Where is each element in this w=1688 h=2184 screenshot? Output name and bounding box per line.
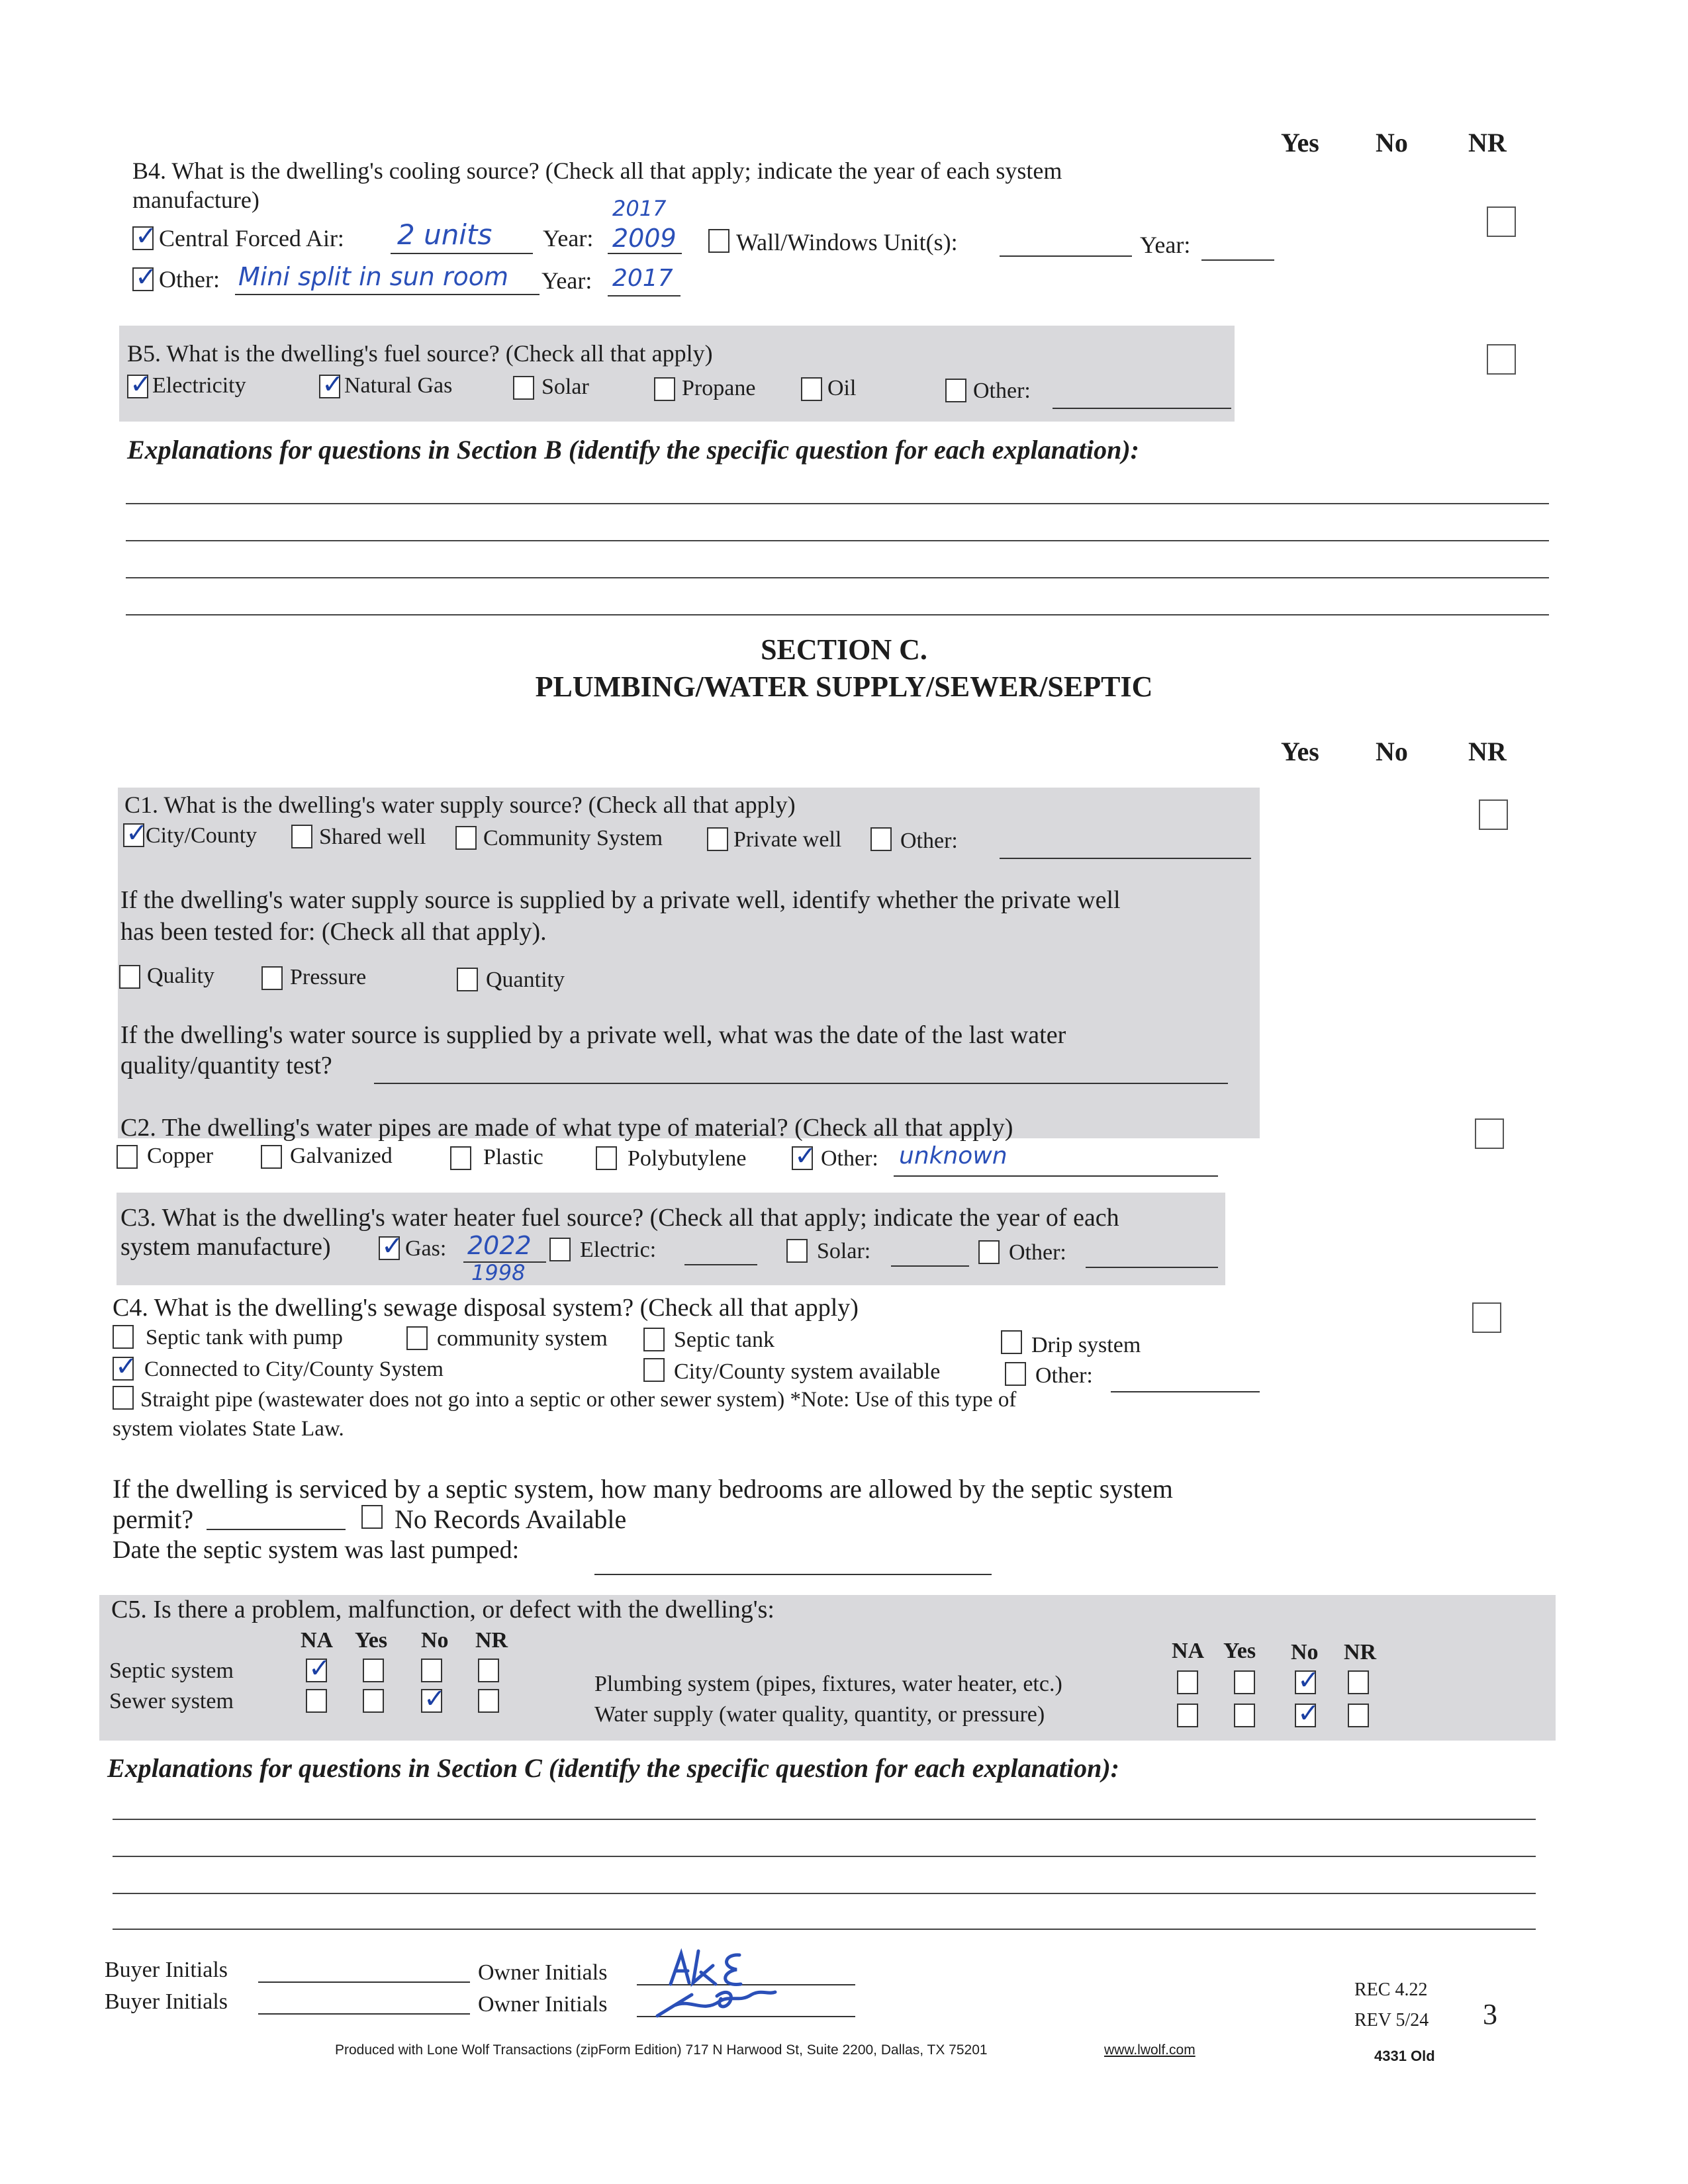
col-header-yes: Yes: [1281, 128, 1319, 158]
c5-water-yes-checkbox[interactable]: [1234, 1704, 1255, 1727]
c1-community-system-checkbox[interactable]: [455, 826, 477, 850]
b5-propane-checkbox[interactable]: [654, 377, 675, 401]
c4-city-available-checkbox[interactable]: [643, 1358, 665, 1382]
c4-bedrooms-line2: permit?: [113, 1504, 194, 1534]
b4-central-year-label: Year:: [543, 225, 594, 251]
b4-wall-unit-checkbox[interactable]: [708, 229, 729, 253]
c2-other-checkbox[interactable]: [792, 1146, 813, 1170]
c2-galvanized-label: Galvanized: [290, 1144, 393, 1168]
b4-nr-checkbox[interactable]: [1487, 206, 1516, 237]
c5-question: C5. Is there a problem, malfunction, or defect with the dwelling's:: [111, 1596, 774, 1623]
b5-nr-checkbox[interactable]: [1487, 344, 1516, 375]
c4-drip-checkbox[interactable]: [1001, 1330, 1022, 1354]
c4-community-checkbox[interactable]: [406, 1326, 428, 1350]
buyer-initials-label-2: Buyer Initials: [105, 1989, 228, 2014]
c3-solar-label: Solar:: [817, 1239, 871, 1263]
produced-with-line: Produced with Lone Wolf Transactions (zipForm Edition) 717 N Harwood St, Suite 2200, Dallas, TX 75201: [335, 2042, 988, 2058]
c5-left-col-yes: Yes: [355, 1628, 388, 1653]
c5-septic-no-checkbox[interactable]: [421, 1659, 442, 1682]
c4-question: C4. What is the dwelling's sewage disposal system? (Check all that apply): [113, 1294, 859, 1322]
col-header-nr-c: NR: [1468, 737, 1507, 766]
c3-solar-checkbox[interactable]: [786, 1239, 808, 1263]
c4-septic-tank-checkbox[interactable]: [643, 1328, 665, 1351]
c4-bedrooms-line1: If the dwelling is serviced by a septic system, how many bedrooms are allowed by the septic system: [113, 1474, 1173, 1504]
c2-polybutylene-label: Polybutylene: [628, 1146, 747, 1171]
c4-drip-label: Drip system: [1031, 1333, 1141, 1357]
c1-well-test-line1: If the dwelling's water supply source is supplied by a private well, identify whether the private well: [120, 886, 1121, 914]
b5-other-checkbox[interactable]: [945, 379, 966, 402]
c3-electric-label: Electric:: [580, 1238, 657, 1262]
c5-right-col-no: No: [1291, 1640, 1319, 1664]
c5-septic-system-label: Septic system: [109, 1659, 234, 1683]
b5-solar-label: Solar: [541, 375, 589, 399]
c1-city-county-label: City/County: [146, 823, 258, 848]
c5-septic-na-checkbox[interactable]: [306, 1659, 327, 1682]
explanations-c-heading: Explanations for questions in Section C (identify the specific question for each explanation):: [107, 1753, 1119, 1783]
c4-other-label: Other:: [1035, 1363, 1093, 1388]
owner-initials-label-1: Owner Initials: [478, 1960, 608, 1985]
b4-other-value: Mini split in sun room: [238, 262, 508, 291]
b4-central-air-value: 2 units: [397, 218, 492, 251]
c1-quality-checkbox[interactable]: [119, 965, 140, 989]
b4-other-year-value: 2017: [612, 265, 673, 292]
c1-quantity-label: Quantity: [486, 968, 565, 992]
explanation-b-line-4[interactable]: [126, 614, 1549, 615]
b4-central-air-checkbox[interactable]: [132, 226, 154, 250]
c3-gas-label: Gas:: [405, 1236, 447, 1261]
explanation-c-line-3[interactable]: [113, 1893, 1536, 1894]
form-rec-code: REC 4.22: [1354, 1979, 1428, 2000]
c1-community-system-label: Community System: [483, 826, 663, 850]
b4-central-year-value: 2009: [612, 224, 677, 253]
c5-right-col-na: NA: [1172, 1639, 1205, 1663]
buyer-initials-field-1[interactable]: [258, 1981, 470, 1983]
c1-well-test-line2: has been tested for: (Check all that apply).: [120, 918, 547, 946]
c5-left-col-nr: NR: [475, 1628, 508, 1653]
c2-galvanized-checkbox[interactable]: [261, 1145, 282, 1169]
b5-electricity-checkbox[interactable]: [127, 375, 148, 398]
c3-electric-checkbox[interactable]: [549, 1238, 571, 1261]
col-header-no-c: No: [1376, 737, 1408, 766]
explanation-b-line-2[interactable]: [126, 540, 1549, 541]
buyer-initials-label-1: Buyer Initials: [105, 1958, 228, 1982]
c5-sewer-system-label: Sewer system: [109, 1689, 234, 1713]
c5-right-col-yes: Yes: [1223, 1639, 1256, 1663]
c2-copper-checkbox[interactable]: [117, 1145, 138, 1169]
c2-nr-checkbox[interactable]: [1475, 1118, 1504, 1149]
c3-question-line2: system manufacture): [120, 1233, 331, 1261]
c1-pressure-label: Pressure: [290, 965, 367, 989]
explanation-b-line-3[interactable]: [126, 577, 1549, 578]
c4-connected-checkbox[interactable]: [113, 1357, 134, 1381]
form-rev-code: REV 5/24: [1354, 2010, 1429, 2030]
c1-quantity-checkbox[interactable]: [457, 968, 478, 991]
c4-straight-pipe-line1: Straight pipe (wastewater does not go into a septic or other sewer system) *Note: Use of this type of: [140, 1388, 1017, 1412]
c2-plastic-checkbox[interactable]: [450, 1146, 471, 1170]
b5-natural-gas-checkbox[interactable]: [319, 375, 340, 398]
c4-other-checkbox[interactable]: [1005, 1362, 1026, 1386]
c2-polybutylene-checkbox[interactable]: [596, 1146, 617, 1170]
c2-copper-label: Copper: [147, 1144, 214, 1168]
c5-sewer-no-checkbox[interactable]: [421, 1689, 442, 1713]
owner-initials-label-2: Owner Initials: [478, 1992, 608, 2017]
c4-city-available-label: City/County system available: [674, 1359, 941, 1384]
c1-shared-well-checkbox[interactable]: [291, 825, 312, 848]
c5-plumbing-nr-checkbox[interactable]: [1348, 1670, 1369, 1694]
c3-other-checkbox[interactable]: [978, 1240, 1000, 1264]
c3-other-label: Other:: [1009, 1240, 1066, 1265]
c4-bedrooms-field[interactable]: [207, 1529, 346, 1530]
c4-community-label: community system: [437, 1326, 608, 1351]
c5-water-supply-label: Water supply (water quality, quantity, or pressure): [594, 1702, 1045, 1727]
b4-question-line2: manufacture): [132, 187, 259, 213]
b4-other-checkbox[interactable]: [132, 267, 154, 291]
c4-no-records-checkbox[interactable]: [361, 1505, 383, 1529]
c2-other-label: Other:: [821, 1146, 878, 1171]
col-header-yes-c: Yes: [1281, 737, 1319, 766]
c4-straight-pipe-checkbox[interactable]: [113, 1386, 134, 1410]
c4-septic-tank-label: Septic tank: [674, 1328, 775, 1352]
c3-gas-checkbox[interactable]: [379, 1236, 400, 1260]
b4-other-label: Other:: [159, 266, 220, 293]
c5-plumbing-na-checkbox[interactable]: [1177, 1670, 1198, 1694]
b4-wall-year-label: Year:: [1140, 232, 1191, 258]
c5-septic-yes-checkbox[interactable]: [363, 1659, 384, 1682]
section-c-title: SECTION C.: [761, 633, 927, 666]
lwolf-link[interactable]: www.lwolf.com: [1104, 2042, 1196, 2058]
c4-straight-pipe-line2: system violates State Law.: [113, 1417, 344, 1441]
page-number: 3: [1483, 1998, 1497, 2030]
c1-pressure-checkbox[interactable]: [261, 966, 283, 990]
c5-plumbing-system-label: Plumbing system (pipes, fixtures, water heater, etc.): [594, 1672, 1062, 1696]
c1-city-county-checkbox[interactable]: [123, 823, 144, 847]
explanation-c-line-2[interactable]: [113, 1856, 1536, 1857]
b5-oil-checkbox[interactable]: [801, 377, 822, 401]
c2-question: C2. The dwelling's water pipes are made of what type of material? (Check all that apply): [120, 1114, 1013, 1142]
c4-pumped-label: Date the septic system was last pumped:: [113, 1536, 520, 1564]
c2-other-value: unknown: [899, 1142, 1008, 1169]
c5-water-no-checkbox[interactable]: [1295, 1704, 1316, 1727]
c5-sewer-yes-checkbox[interactable]: [363, 1689, 384, 1713]
form-number: 4331 Old: [1374, 2048, 1435, 2064]
c3-gas-year-below: 1998: [471, 1260, 526, 1285]
b5-oil-label: Oil: [827, 376, 857, 400]
c1-private-well-checkbox[interactable]: [707, 827, 728, 851]
b4-central-year-above: 2017: [612, 196, 667, 221]
c5-septic-nr-checkbox[interactable]: [478, 1659, 499, 1682]
c4-no-records-label: No Records Available: [395, 1504, 627, 1534]
c5-right-col-nr: NR: [1344, 1640, 1377, 1664]
col-header-nr: NR: [1468, 128, 1507, 158]
c5-plumbing-yes-checkbox[interactable]: [1234, 1670, 1255, 1694]
c4-septic-pump-label: Septic tank with pump: [146, 1326, 343, 1349]
c1-shared-well-label: Shared well: [319, 825, 426, 849]
c1-other-checkbox[interactable]: [870, 827, 892, 851]
c5-left-col-na: NA: [301, 1628, 334, 1653]
explanation-b-line-1[interactable]: [126, 503, 1549, 504]
c5-plumbing-no-checkbox[interactable]: [1295, 1670, 1316, 1694]
b4-central-air-label: Central Forced Air:: [159, 225, 344, 251]
b5-propane-label: Propane: [682, 376, 756, 400]
section-c-subtitle: PLUMBING/WATER SUPPLY/SEWER/SEPTIC: [535, 670, 1153, 703]
owner-initials-signature: [652, 1939, 778, 2025]
b5-natural-gas-label: Natural Gas: [344, 373, 453, 398]
explanations-b-heading: Explanations for questions in Section B (identify the specific question for each explanation):: [127, 435, 1139, 465]
c1-other-label: Other:: [900, 829, 958, 853]
c1-quality-label: Quality: [147, 964, 214, 988]
b4-question-line1: B4. What is the dwelling's cooling source? (Check all that apply; indicate the year of each system: [132, 158, 1062, 184]
c1-nr-checkbox[interactable]: [1479, 799, 1508, 830]
c4-nr-checkbox[interactable]: [1472, 1302, 1501, 1333]
c4-pumped-field[interactable]: [594, 1574, 992, 1575]
c1-private-well-label: Private well: [733, 827, 842, 852]
b4-wall-unit-label: Wall/Windows Unit(s):: [736, 229, 958, 255]
c5-sewer-nr-checkbox[interactable]: [478, 1689, 499, 1713]
explanation-c-line-1[interactable]: [113, 1819, 1536, 1820]
c5-water-nr-checkbox[interactable]: [1348, 1704, 1369, 1727]
c2-plastic-label: Plastic: [483, 1145, 543, 1169]
c1-test-date-line2: quality/quantity test?: [120, 1052, 332, 1079]
b5-other-label: Other:: [973, 379, 1031, 403]
c3-gas-year: 2022: [467, 1231, 532, 1260]
c3-question-line1: C3. What is the dwelling's water heater fuel source? (Check all that apply; indicate the year of each: [120, 1204, 1119, 1232]
c4-connected-label: Connected to City/County System: [144, 1357, 444, 1381]
col-header-no: No: [1376, 128, 1408, 158]
buyer-initials-field-2[interactable]: [258, 2013, 470, 2015]
c4-septic-pump-checkbox[interactable]: [113, 1325, 134, 1349]
c5-left-col-no: No: [421, 1628, 449, 1653]
b5-solar-checkbox[interactable]: [513, 376, 534, 400]
c1-test-date-line1: If the dwelling's water source is supplied by a private well, what was the date of the last water: [120, 1021, 1066, 1049]
explanation-c-line-4[interactable]: [113, 1929, 1536, 1930]
c5-sewer-na-checkbox[interactable]: [306, 1689, 327, 1713]
b4-other-year-label: Year:: [541, 267, 592, 294]
c1-question: C1. What is the dwelling's water supply source? (Check all that apply): [124, 792, 796, 818]
b5-question: B5. What is the dwelling's fuel source? (Check all that apply): [127, 340, 713, 367]
b5-electricity-label: Electricity: [152, 373, 246, 398]
c1-test-date-field[interactable]: [374, 1083, 1228, 1084]
c5-water-na-checkbox[interactable]: [1177, 1704, 1198, 1727]
